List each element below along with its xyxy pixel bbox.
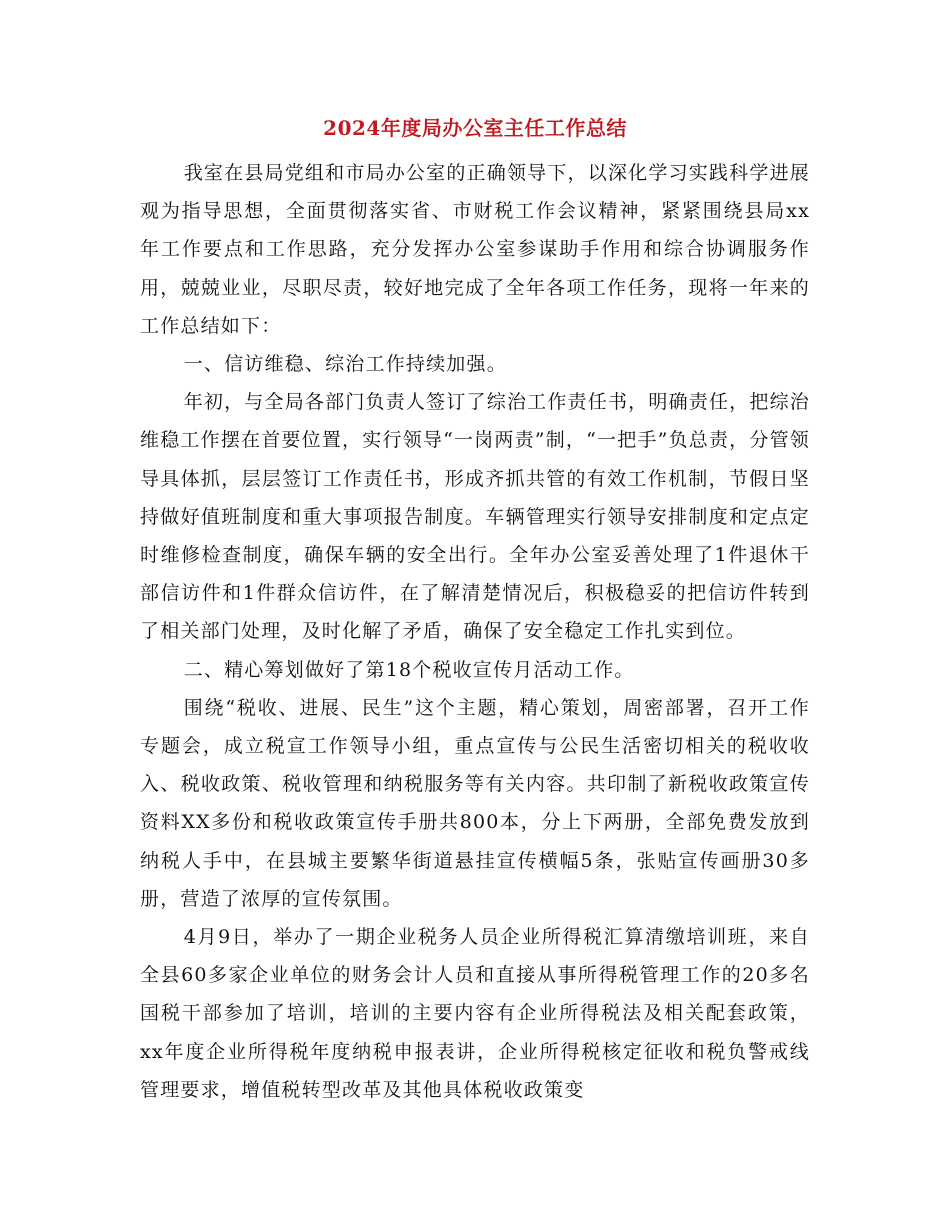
paragraph-section-1: 年初，与全局各部门负责人签订了综治工作责任书，明确责任，把综治维稳工作摆在首要位置，实行领导“一岗两责”制，“一把手”负总责，分管领导具体抓，层层签订工作责任书，形成齐抓共管的有效工作机制，节假日坚持做好值班制度和重大事项报告制度。车辆管理实行领导安排制度和定点定时维修检查制度，确保车辆的安全出行。全年办公室妥善处理了1件退休干部信访件和1件群众信访件，在了解清楚情况后，积极稳妥的把信访件转到了相关部门处理，及时化解了矛盾，确保了安全稳定工作扎实到位。 [140,391,810,643]
section-heading-2: 二、精心筹划做好了第18个税收宣传月活动工作。 [183,658,635,681]
paragraph-intro: 我室在县局党组和市局办公室的正确领导下，以深化学习实践科学进展观为指导思想，全面贯彻落实省、市财税工作会议精神，紧紧围绕县局xx年工作要点和工作思路，充分发挥办公室参谋助手作用和综合协调服务作用，兢兢业业，尽职尽责，较好地完成了全年各项工作任务，现将一年来的工作总结如下： [140,162,810,337]
paragraph-section-2: 围绕“税收、进展、民生”这个主题，精心策划，周密部署，召开工作专题会，成立税宣工作领导小组，重点宣传与公民生活密切相关的税收收入、税收政策、税收管理和纳税服务等有关内容。共印制了新税收政策宣传资料XX多份和税收政策宣传手册共800本，分上下两册，全部免费发放到纳税人手中，在县城主要繁华街道悬挂宣传横幅5条，张贴宣传画册30多册，营造了浓厚的宣传氛围。 [140,696,810,910]
document-body [140,154,810,1109]
paragraph-training: 4月9日，举办了一期企业税务人员企业所得税汇算清缴培训班，来自全县60多家企业单位的财务会计人员和直接从事所得税管理工作的20多名国税干部参加了培训，培训的主要内容有企业所得税法及相关配套政策，xx年度企业所得税年度纳税申报表讲，企业所得税核定征收和税负警戒线管理要求，增值税转型改革及其他具体税收政策变 [140,926,810,1101]
document-title: 2024年度局办公室主任工作总结 [323,116,627,140]
section-heading-1: 一、信访维稳、综治工作持续加强。 [183,353,507,376]
